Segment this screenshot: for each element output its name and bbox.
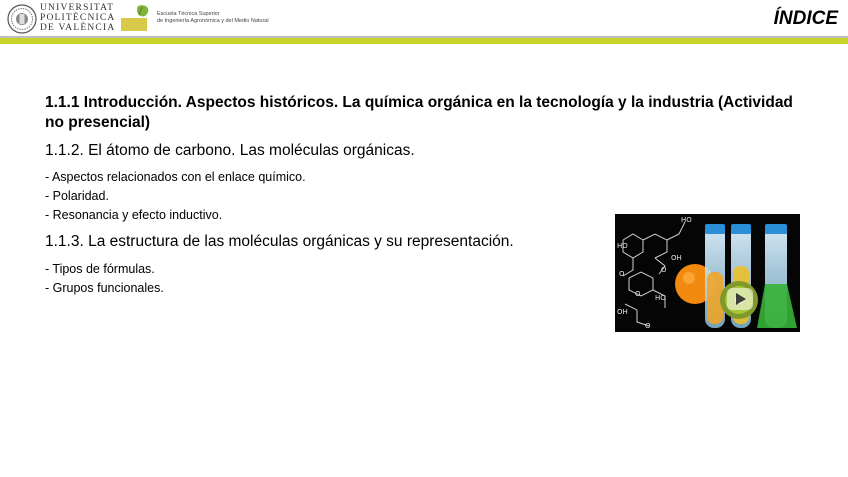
heading-1-1-2: 1.1.2. El átomo de carbono. Las moléculas orgánicas. bbox=[45, 142, 415, 159]
university-name: UNIVERSITAT POLITÈCNICA DE VALÈNCIA bbox=[40, 3, 116, 33]
svg-text:HO: HO bbox=[617, 242, 628, 250]
svg-text:OH: OH bbox=[671, 254, 682, 262]
svg-text:HO: HO bbox=[681, 216, 692, 224]
heading-1-1-3: 1.1.3. La estructura de las moléculas orgánicas y su representación. bbox=[45, 233, 514, 250]
svg-text:O: O bbox=[645, 322, 651, 330]
list-item: - Resonancia y efecto inductivo. bbox=[45, 208, 223, 222]
list-item: - Polaridad. bbox=[45, 189, 109, 203]
school-logo bbox=[120, 3, 154, 33]
page-title: ÍNDICE bbox=[773, 8, 838, 29]
svg-text:HO: HO bbox=[655, 294, 666, 302]
chemistry-image bbox=[615, 214, 800, 332]
heading-1-1-1: 1.1.1 Introducción. Aspectos históricos. La química orgánica en la tecnología y la industria (Actividad no presencial) bbox=[45, 94, 793, 131]
list-item: - Grupos funcionales. bbox=[45, 281, 164, 295]
header-divider-yellow bbox=[0, 38, 848, 44]
svg-text:OH: OH bbox=[617, 308, 628, 316]
list-item: - Tipos de fórmulas. bbox=[45, 262, 155, 276]
svg-text:O: O bbox=[619, 270, 625, 278]
header-bar bbox=[0, 0, 848, 38]
upv-seal-logo bbox=[7, 4, 37, 34]
play-icon[interactable] bbox=[727, 288, 753, 310]
svg-text:O: O bbox=[661, 266, 667, 274]
svg-text:O: O bbox=[635, 290, 641, 298]
school-name: Escuela Técnica Superior de Ingeniería Agronómica y del Medio Natural bbox=[157, 11, 269, 24]
list-item: - Aspectos relacionados con el enlace químico. bbox=[45, 170, 306, 184]
